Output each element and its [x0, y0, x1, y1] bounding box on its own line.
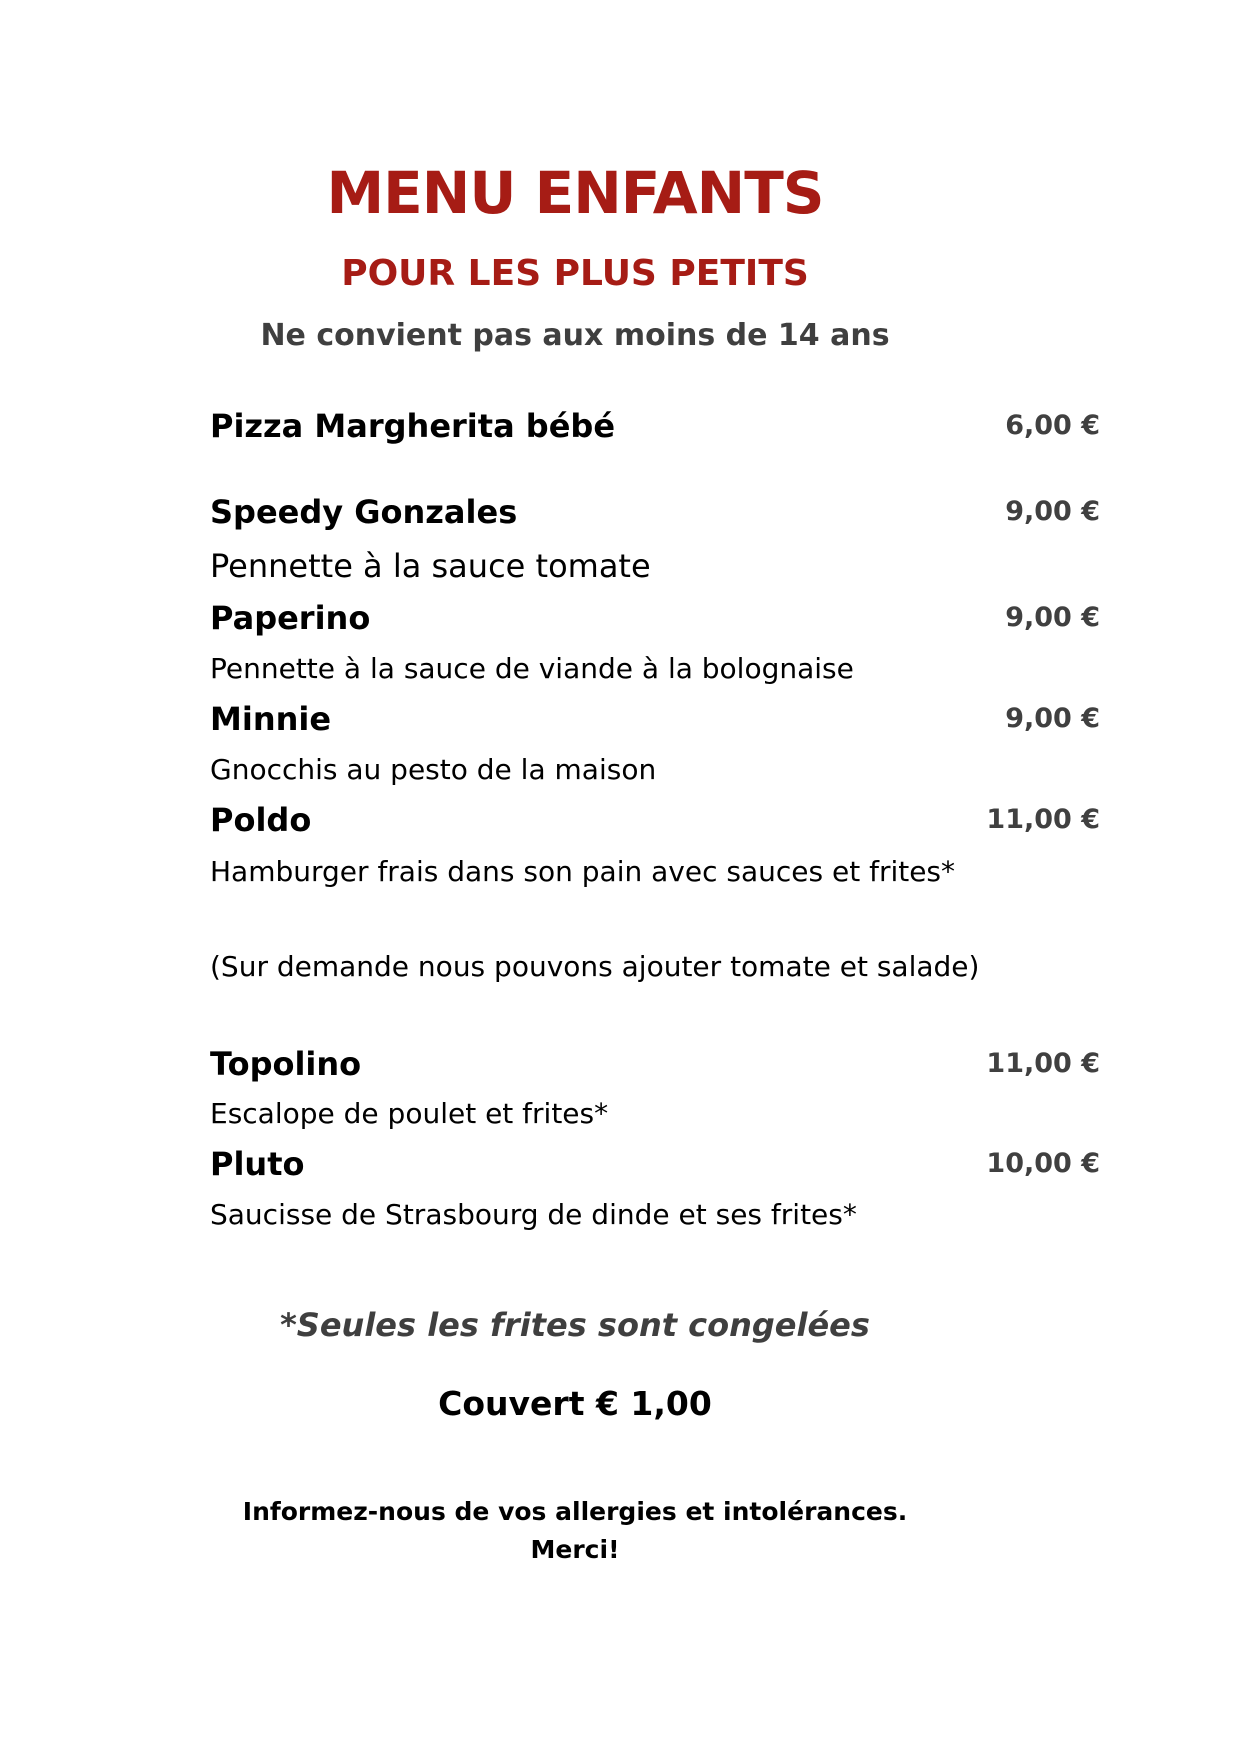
menu-subtitle: POUR LES PLUS PETITS [341, 253, 809, 294]
frozen-fries-note: *Seules les frites sont congelées [280, 1306, 870, 1344]
menu-title: MENU ENFANTS [326, 159, 824, 227]
dish-desc-paperino: Pennette à la sauce de viande à la bolognaise [210, 652, 854, 685]
allergy-line-2: Merci! [530, 1535, 620, 1564]
dish-name-pluto: Pluto [210, 1145, 305, 1183]
cover-charge: Couvert € 1,00 [438, 1384, 712, 1423]
dish-desc-topolino: Escalope de poulet et frites* [210, 1097, 609, 1130]
dish-desc-pluto: Saucisse de Strasbourg de dinde et ses frites* [210, 1198, 857, 1231]
dish-desc-minnie: Gnocchis au pesto de la maison [210, 753, 657, 786]
dish-price-pizza-margherita: 6,00 € [1005, 410, 1100, 441]
dish-name-topolino: Topolino [210, 1045, 362, 1083]
dish-desc-speedy-gonzales: Pennette à la sauce tomate [210, 547, 651, 585]
dish-price-paperino: 9,00 € [1005, 602, 1100, 633]
dish-price-pluto: 10,00 € [986, 1148, 1100, 1179]
dish-name-paperino: Paperino [210, 599, 371, 637]
dish-name-minnie: Minnie [210, 700, 332, 738]
dish-price-speedy-gonzales: 9,00 € [1005, 496, 1100, 527]
dish-price-minnie: 9,00 € [1005, 703, 1100, 734]
dish-name-pizza-margherita: Pizza Margherita bébé [210, 407, 616, 445]
age-note: Ne convient pas aux moins de 14 ans [260, 318, 890, 353]
allergy-notice [0, 1493, 1150, 1569]
dish-desc-poldo: Hamburger frais dans son pain avec sauces et frites* [210, 855, 956, 888]
dish-name-poldo: Poldo [210, 801, 312, 839]
dish-extra-poldo: (Sur demande nous pouvons ajouter tomate et salade) [210, 950, 980, 983]
allergy-line-1: Informez-nous de vos allergies et intolérances. [242, 1497, 908, 1526]
dish-name-speedy-gonzales: Speedy Gonzales [210, 493, 518, 531]
dish-price-poldo: 11,00 € [986, 804, 1100, 835]
dish-price-topolino: 11,00 € [986, 1048, 1100, 1079]
